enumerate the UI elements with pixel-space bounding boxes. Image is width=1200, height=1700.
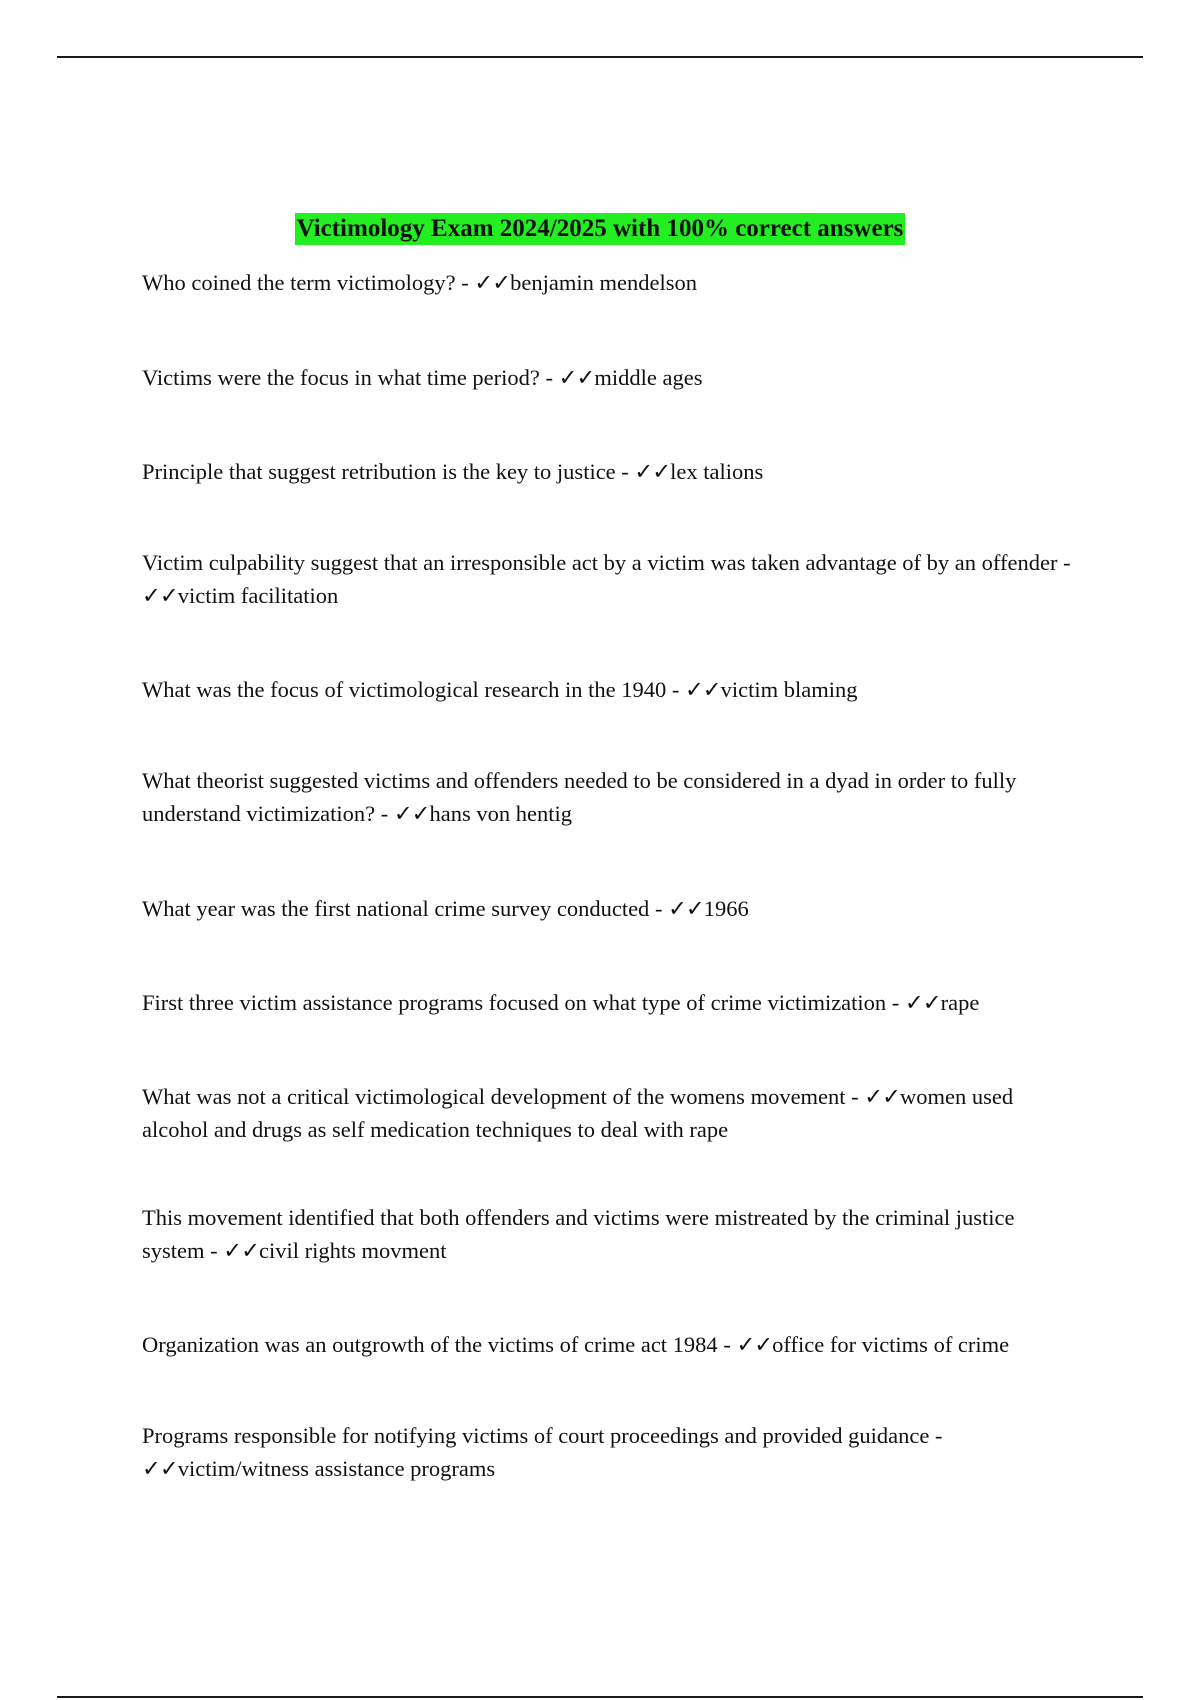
question-text: What theorist suggested victims and offenders needed to be considered in a dyad in order to fully understand victimization? <box>142 768 1017 826</box>
separator: - <box>615 459 635 484</box>
separator: - <box>886 990 905 1015</box>
qa-item-7 <box>142 892 1082 925</box>
answer-text: hans von hentig <box>429 801 573 826</box>
separator: - <box>204 1238 224 1263</box>
question-text: Victims were the focus in what time period? <box>142 365 540 390</box>
answer-text: 1966 <box>703 896 749 921</box>
question-text: What year was the first national crime survey conducted <box>142 896 650 921</box>
qa-item-2 <box>142 361 1082 394</box>
qa-item-6 <box>142 764 1082 830</box>
double-check-icon: ✓✓ <box>393 801 430 826</box>
answer-text: victim facilitation <box>177 583 339 608</box>
double-check-icon: ✓✓ <box>864 1084 901 1109</box>
answer-text: lex talions <box>670 459 764 484</box>
qa-item-10 <box>142 1201 1082 1267</box>
separator: - <box>455 270 475 295</box>
double-check-icon: ✓✓ <box>904 990 941 1015</box>
double-check-icon: ✓✓ <box>142 583 178 608</box>
question-text: First three victim assistance programs focused on what type of crime victimization <box>142 990 887 1015</box>
bottom-rule <box>57 1696 1143 1698</box>
qa-item-1 <box>142 266 1082 299</box>
double-check-icon: ✓✓ <box>558 365 595 390</box>
question-text: Who coined the term victimology? <box>142 270 456 295</box>
top-rule <box>57 56 1143 58</box>
separator: - <box>845 1084 865 1109</box>
separator: - <box>539 365 559 390</box>
qa-item-12 <box>142 1419 1082 1485</box>
separator: - <box>649 896 669 921</box>
qa-item-8 <box>142 986 1082 1019</box>
question-text: Principle that suggest retribution is the key to justice <box>142 459 616 484</box>
double-check-icon: ✓✓ <box>474 270 511 295</box>
answer-text: victim blaming <box>720 677 858 702</box>
qa-item-3 <box>142 455 1082 488</box>
double-check-icon: ✓✓ <box>684 677 721 702</box>
qa-item-11 <box>142 1328 1082 1361</box>
qa-item-4 <box>142 546 1082 612</box>
separator: - <box>375 801 394 826</box>
title-container <box>0 213 1200 245</box>
question-text: Programs responsible for notifying victims of court proceedings and provided guidance <box>142 1423 930 1448</box>
double-check-icon: ✓✓ <box>634 459 671 484</box>
question-text: Victim culpability suggest that an irresponsible act by a victim was taken advantage of by an offender <box>142 550 1058 575</box>
answer-text: middle ages <box>594 365 703 390</box>
answer-text: women used alcohol and drugs as self medication techniques to deal with rape <box>142 1084 1014 1142</box>
answer-text: office for victims of crime <box>772 1332 1010 1357</box>
separator: - <box>717 1332 737 1357</box>
answer-text: benjamin mendelson <box>510 270 697 295</box>
qa-item-9 <box>142 1080 1082 1146</box>
separator: - <box>929 1423 943 1448</box>
separator: - <box>666 677 685 702</box>
separator: - <box>1057 550 1071 575</box>
double-check-icon: ✓✓ <box>668 896 704 921</box>
double-check-icon: ✓✓ <box>736 1332 773 1357</box>
question-text: What was not a critical victimological development of the womens movement <box>142 1084 846 1109</box>
double-check-icon: ✓✓ <box>142 1456 178 1481</box>
qa-item-5 <box>142 673 1082 706</box>
double-check-icon: ✓✓ <box>223 1238 259 1263</box>
answer-text: rape <box>940 990 980 1015</box>
document-title: Victimology Exam 2024/2025 with 100% correct answers <box>295 213 906 245</box>
answer-text: victim/witness assistance programs <box>177 1456 496 1481</box>
question-text: Organization was an outgrowth of the victims of crime act 1984 <box>142 1332 718 1357</box>
question-text: This movement identified that both offenders and victims were mistreated by the criminal justice system <box>142 1205 1015 1263</box>
question-text: What was the focus of victimological research in the 1940 <box>142 677 667 702</box>
answer-text: civil rights movment <box>258 1238 447 1263</box>
